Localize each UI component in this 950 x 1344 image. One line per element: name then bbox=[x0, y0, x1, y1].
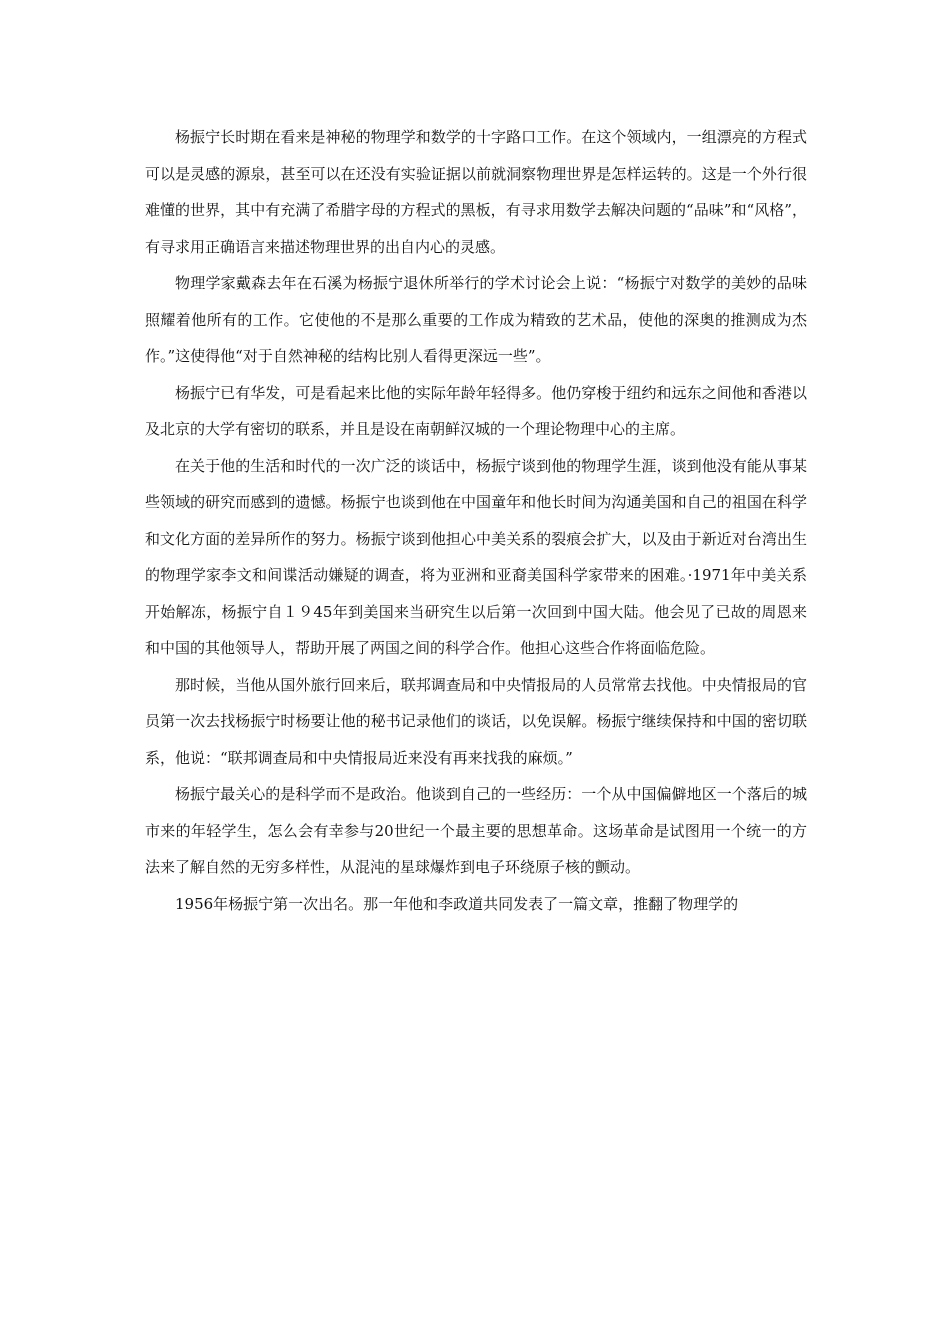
paragraph-1: 杨振宁长时期在看来是神秘的物理学和数学的十字路口工作。在这个领域内，一组漂亮的方程式可以是灵感的源泉，甚至可以在还没有实验证据以前就洞察物理世界是怎样运转的。这是一个外行很难懂的世界，其中有充满了希腊字母的方程式的黑板，有寻求用数学去解决问题的“品味”和“风格”，有寻求用正确语言来描述物理世界的出自内心的灵感。 bbox=[145, 128, 807, 256]
article-body bbox=[145, 119, 807, 922]
paragraph-7: 1956年杨振宁第一次出名。那一年他和李政道共同发表了一篇文章，推翻了物理学的 bbox=[175, 894, 739, 913]
paragraph-3: 杨振宁已有华发，可是看起来比他的实际年龄年轻得多。他仍穿梭于纽约和远东之间他和香港以及北京的大学有密切的联系，并且是设在南朝鲜汉城的一个理论物理中心的主席。 bbox=[145, 383, 807, 438]
paragraph-4: 在关于他的生活和时代的一次广泛的谈话中，杨振宁谈到他的物理学生涯，谈到他没有能从事某些领域的研究而感到的遗憾。杨振宁也谈到他在中国童年和他长时间为沟通美国和自己的祖国在科学和文化方面的差异所作的努力。杨振宁谈到他担心中美关系的裂痕会扩大，以及由于新近对台湾出生的物理学家李文和间谍活动嫌疑的调查，将为亚洲和亚裔美国科学家带来的困难。·1971年中美关系开始解冻，杨振宁自１９45年到美国来当研究生以后第一次回到中国大陆。他会见了已故的周恩来和中国的其他领导人，帮助开展了两国之间的科学合作。他担心这些合作将面临危险。 bbox=[145, 456, 807, 657]
paragraph-2: 物理学家戴森去年在石溪为杨振宁退休所举行的学术讨论会上说：“杨振宁对数学的美妙的品味照耀着他所有的工作。它使他的不是那么重要的工作成为精致的艺术品，使他的深奥的推测成为杰作。”这使得他“对于自然神秘的结构比别人看得更深远一些”。 bbox=[145, 274, 807, 365]
paragraph-6: 杨振宁最关心的是科学而不是政治。他谈到自己的一些经历：一个从中国偏僻地区一个落后的城市来的年轻学生，怎么会有幸参与20世纪一个最主要的思想革命。这场革命是试图用一个统一的方法来了解自然的无穷多样性，从混沌的星球爆炸到电子环绕原子核的颤动。 bbox=[145, 785, 807, 876]
paragraph-5: 那时候，当他从国外旅行回来后，联邦调查局和中央情报局的人员常常去找他。中央情报局的官员第一次去找杨振宁时杨要让他的秘书记录他们的谈话，以免误解。杨振宁继续保持和中国的密切联系，他说：“联邦调查局和中央情报局近来没有再来找我的麻烦。” bbox=[145, 675, 807, 767]
